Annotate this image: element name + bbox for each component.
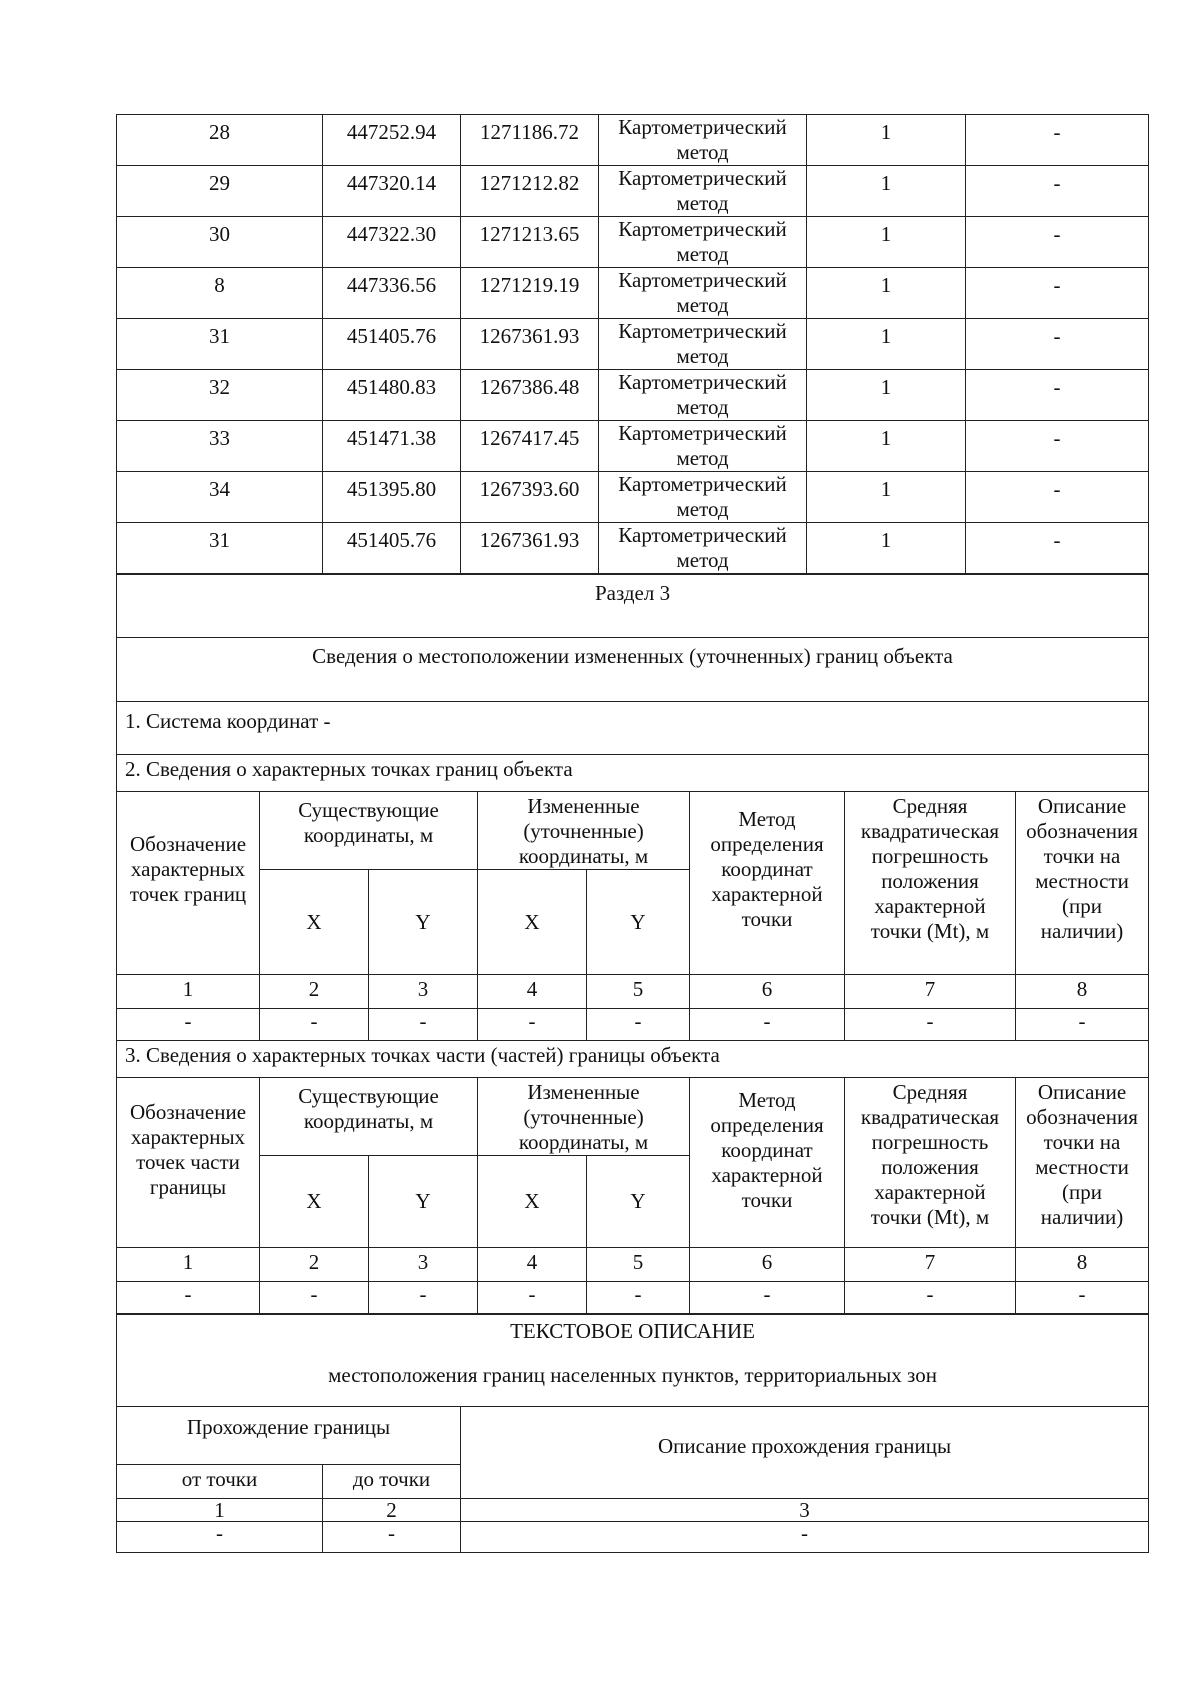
parts-col-changed-header: Измененные (уточненные) координаты, м bbox=[478, 1078, 690, 1156]
parts-col-designation-header: Обозначение характерных точек части границы bbox=[117, 1078, 260, 1248]
table-row-cell: - bbox=[260, 1009, 369, 1041]
table-row bbox=[117, 370, 1149, 421]
table-row bbox=[117, 166, 1149, 217]
description: - bbox=[966, 166, 1149, 217]
method-line-2: метод bbox=[676, 344, 729, 368]
method-line-2: метод bbox=[676, 191, 729, 215]
col-changed-x: X bbox=[478, 870, 587, 975]
description: - bbox=[966, 268, 1149, 319]
table-row-cell: - bbox=[117, 1009, 260, 1041]
column-numbers-row-cell: 5 bbox=[587, 1248, 690, 1282]
method bbox=[599, 166, 807, 217]
x-coordinate: 451395.80 bbox=[323, 472, 461, 523]
point-number: 31 bbox=[117, 523, 323, 574]
y-coordinate: 1271186.72 bbox=[461, 115, 599, 166]
y-coordinate: 1271213.65 bbox=[461, 217, 599, 268]
parts-col-existing-y: Y bbox=[369, 1156, 478, 1248]
col-changed-y: Y bbox=[587, 870, 690, 975]
accuracy: 1 bbox=[807, 115, 966, 166]
table-row bbox=[117, 217, 1149, 268]
col-boundary-description-header: Описание прохождения границы bbox=[461, 1407, 1149, 1499]
table-row-cell: - bbox=[369, 1009, 478, 1041]
y-coordinate: 1267393.60 bbox=[461, 472, 599, 523]
table-row-cell: - bbox=[1016, 1009, 1149, 1041]
accuracy: 1 bbox=[807, 319, 966, 370]
y-coordinate: 1267361.93 bbox=[461, 319, 599, 370]
column-numbers-row-cell: 3 bbox=[461, 1499, 1149, 1522]
method-line-1: Картометрический bbox=[618, 217, 787, 241]
column-numbers-row-cell: 2 bbox=[260, 1248, 369, 1282]
column-numbers-row bbox=[117, 1499, 1149, 1522]
column-numbers-row-cell: 1 bbox=[117, 1248, 260, 1282]
point-number: 32 bbox=[117, 370, 323, 421]
table-row-cell: - bbox=[117, 1522, 323, 1553]
col-method-header: Метод определения координат характерной точки bbox=[690, 792, 845, 975]
col-existing-x: X bbox=[260, 870, 369, 975]
text-description-subtitle: местоположения границ населенных пунктов, территориальных зон bbox=[328, 1363, 937, 1387]
accuracy: 1 bbox=[807, 523, 966, 574]
point-number: 30 bbox=[117, 217, 323, 268]
parts-col-description-header: Описание обозначения точки на местности (при наличии) bbox=[1016, 1078, 1149, 1248]
table-row bbox=[117, 115, 1149, 166]
parts-col-existing-header: Существующие координаты, м bbox=[260, 1078, 478, 1156]
table-row bbox=[117, 1522, 1149, 1553]
description: - bbox=[966, 421, 1149, 472]
text-description-title: ТЕКСТОВОЕ ОПИСАНИЕ bbox=[510, 1319, 755, 1343]
section-title: Раздел 3 bbox=[117, 575, 1149, 638]
point-number: 31 bbox=[117, 319, 323, 370]
x-coordinate: 447252.94 bbox=[323, 115, 461, 166]
description: - bbox=[966, 217, 1149, 268]
coord-system-label: 1. Система координат - bbox=[117, 702, 1149, 755]
table-row-cell: - bbox=[1016, 1282, 1149, 1314]
description: - bbox=[966, 523, 1149, 574]
table-row bbox=[117, 1282, 1149, 1314]
column-numbers-row-cell: 8 bbox=[1016, 975, 1149, 1009]
col-from-point: от точки bbox=[117, 1465, 323, 1499]
column-numbers-row-cell: 4 bbox=[478, 1248, 587, 1282]
section3-table bbox=[116, 574, 1149, 1314]
table-row-cell: - bbox=[587, 1009, 690, 1041]
column-numbers-row-cell: 4 bbox=[478, 975, 587, 1009]
table-row-cell: - bbox=[690, 1009, 845, 1041]
col-to-point: до точки bbox=[323, 1465, 461, 1499]
point-number: 33 bbox=[117, 421, 323, 472]
description: - bbox=[966, 472, 1149, 523]
method-line-2: метод bbox=[676, 497, 729, 521]
accuracy: 1 bbox=[807, 472, 966, 523]
column-numbers-row-cell: 1 bbox=[117, 1499, 323, 1522]
table-row-cell: - bbox=[845, 1282, 1016, 1314]
table-row-cell: - bbox=[478, 1009, 587, 1041]
x-coordinate: 447320.14 bbox=[323, 166, 461, 217]
table-row-cell: - bbox=[845, 1009, 1016, 1041]
method-line-1: Картометрический bbox=[618, 319, 787, 343]
col-existing-y: Y bbox=[369, 870, 478, 975]
table-row-cell: - bbox=[369, 1282, 478, 1314]
document-page bbox=[116, 114, 1148, 1553]
x-coordinate: 451405.76 bbox=[323, 319, 461, 370]
table-row-cell: - bbox=[461, 1522, 1149, 1553]
text-description-header bbox=[117, 1315, 1149, 1407]
point-number: 28 bbox=[117, 115, 323, 166]
parts-col-method-header: Метод определения координат характерной точки bbox=[690, 1078, 845, 1248]
method-line-1: Картометрический bbox=[618, 268, 787, 292]
accuracy: 1 bbox=[807, 268, 966, 319]
table-row-cell: - bbox=[323, 1522, 461, 1553]
column-numbers-row-cell: 3 bbox=[369, 975, 478, 1009]
method-line-1: Картометрический bbox=[618, 115, 787, 139]
col-description-header: Описание обозначения точки на местности (при наличии) bbox=[1016, 792, 1149, 975]
coordinates-table bbox=[116, 114, 1149, 574]
text-description-table bbox=[116, 1314, 1149, 1553]
column-numbers-row-cell: 3 bbox=[369, 1248, 478, 1282]
column-numbers-row-cell: 2 bbox=[260, 975, 369, 1009]
col-accuracy-header: Средняя квадратическая погрешность положения характерной точки (Mt), м bbox=[845, 792, 1016, 975]
column-numbers-row bbox=[117, 975, 1149, 1009]
description: - bbox=[966, 115, 1149, 166]
point-number: 8 bbox=[117, 268, 323, 319]
description: - bbox=[966, 319, 1149, 370]
col-passage-header: Прохождение границы bbox=[117, 1407, 461, 1465]
y-coordinate: 1267361.93 bbox=[461, 523, 599, 574]
parts-col-changed-y: Y bbox=[587, 1156, 690, 1248]
table-row bbox=[117, 268, 1149, 319]
method-line-2: метод bbox=[676, 395, 729, 419]
description: - bbox=[966, 370, 1149, 421]
method-line-2: метод bbox=[676, 242, 729, 266]
accuracy: 1 bbox=[807, 421, 966, 472]
method-line-1: Картометрический bbox=[618, 523, 787, 547]
y-coordinate: 1271219.19 bbox=[461, 268, 599, 319]
col-designation-header: Обозначение характерных точек границ bbox=[117, 792, 260, 975]
method bbox=[599, 115, 807, 166]
point-number: 29 bbox=[117, 166, 323, 217]
accuracy: 1 bbox=[807, 370, 966, 421]
column-numbers-row-cell: 5 bbox=[587, 975, 690, 1009]
table-row-cell: - bbox=[690, 1282, 845, 1314]
method-line-2: метод bbox=[676, 548, 729, 572]
method-line-1: Картометрический bbox=[618, 421, 787, 445]
column-numbers-row-cell: 7 bbox=[845, 1248, 1016, 1282]
points-heading: 2. Сведения о характерных точках границ объекта bbox=[117, 755, 1149, 792]
column-numbers-row-cell: 7 bbox=[845, 975, 1016, 1009]
method bbox=[599, 319, 807, 370]
section-subtitle: Сведения о местоположении измененных (уточненных) границ объекта bbox=[117, 638, 1149, 702]
table-row-cell: - bbox=[587, 1282, 690, 1314]
method-line-1: Картометрический bbox=[618, 166, 787, 190]
column-numbers-row-cell: 6 bbox=[690, 1248, 845, 1282]
method-line-1: Картометрический bbox=[618, 370, 787, 394]
table-row-cell: - bbox=[478, 1282, 587, 1314]
column-numbers-row-cell: 2 bbox=[323, 1499, 461, 1522]
table-row-cell: - bbox=[260, 1282, 369, 1314]
table-row-cell: - bbox=[117, 1282, 260, 1314]
method bbox=[599, 421, 807, 472]
column-numbers-row-cell: 1 bbox=[117, 975, 260, 1009]
y-coordinate: 1271212.82 bbox=[461, 166, 599, 217]
parts-col-changed-x: X bbox=[478, 1156, 587, 1248]
method bbox=[599, 523, 807, 574]
method-line-1: Картометрический bbox=[618, 472, 787, 496]
column-numbers-row-cell: 6 bbox=[690, 975, 845, 1009]
column-numbers-row-cell: 8 bbox=[1016, 1248, 1149, 1282]
column-numbers-row bbox=[117, 1248, 1149, 1282]
point-number: 34 bbox=[117, 472, 323, 523]
y-coordinate: 1267386.48 bbox=[461, 370, 599, 421]
x-coordinate: 451471.38 bbox=[323, 421, 461, 472]
table-row bbox=[117, 1009, 1149, 1041]
parts-col-existing-x: X bbox=[260, 1156, 369, 1248]
x-coordinate: 447322.30 bbox=[323, 217, 461, 268]
method-line-2: метод bbox=[676, 140, 729, 164]
method-line-2: метод bbox=[676, 446, 729, 470]
x-coordinate: 447336.56 bbox=[323, 268, 461, 319]
table-row bbox=[117, 523, 1149, 574]
x-coordinate: 451405.76 bbox=[323, 523, 461, 574]
parts-col-accuracy-header: Средняя квадратическая погрешность положения характерной точки (Mt), м bbox=[845, 1078, 1016, 1248]
table-row bbox=[117, 472, 1149, 523]
method bbox=[599, 268, 807, 319]
x-coordinate: 451480.83 bbox=[323, 370, 461, 421]
table-row bbox=[117, 421, 1149, 472]
method bbox=[599, 472, 807, 523]
method bbox=[599, 370, 807, 421]
col-changed-header: Измененные (уточненные) координаты, м bbox=[478, 792, 690, 870]
method-line-2: метод bbox=[676, 293, 729, 317]
accuracy: 1 bbox=[807, 166, 966, 217]
accuracy: 1 bbox=[807, 217, 966, 268]
table-row bbox=[117, 319, 1149, 370]
col-existing-header: Существующие координаты, м bbox=[260, 792, 478, 870]
method bbox=[599, 217, 807, 268]
y-coordinate: 1267417.45 bbox=[461, 421, 599, 472]
parts-heading: 3. Сведения о характерных точках части (частей) границы объекта bbox=[117, 1041, 1149, 1078]
